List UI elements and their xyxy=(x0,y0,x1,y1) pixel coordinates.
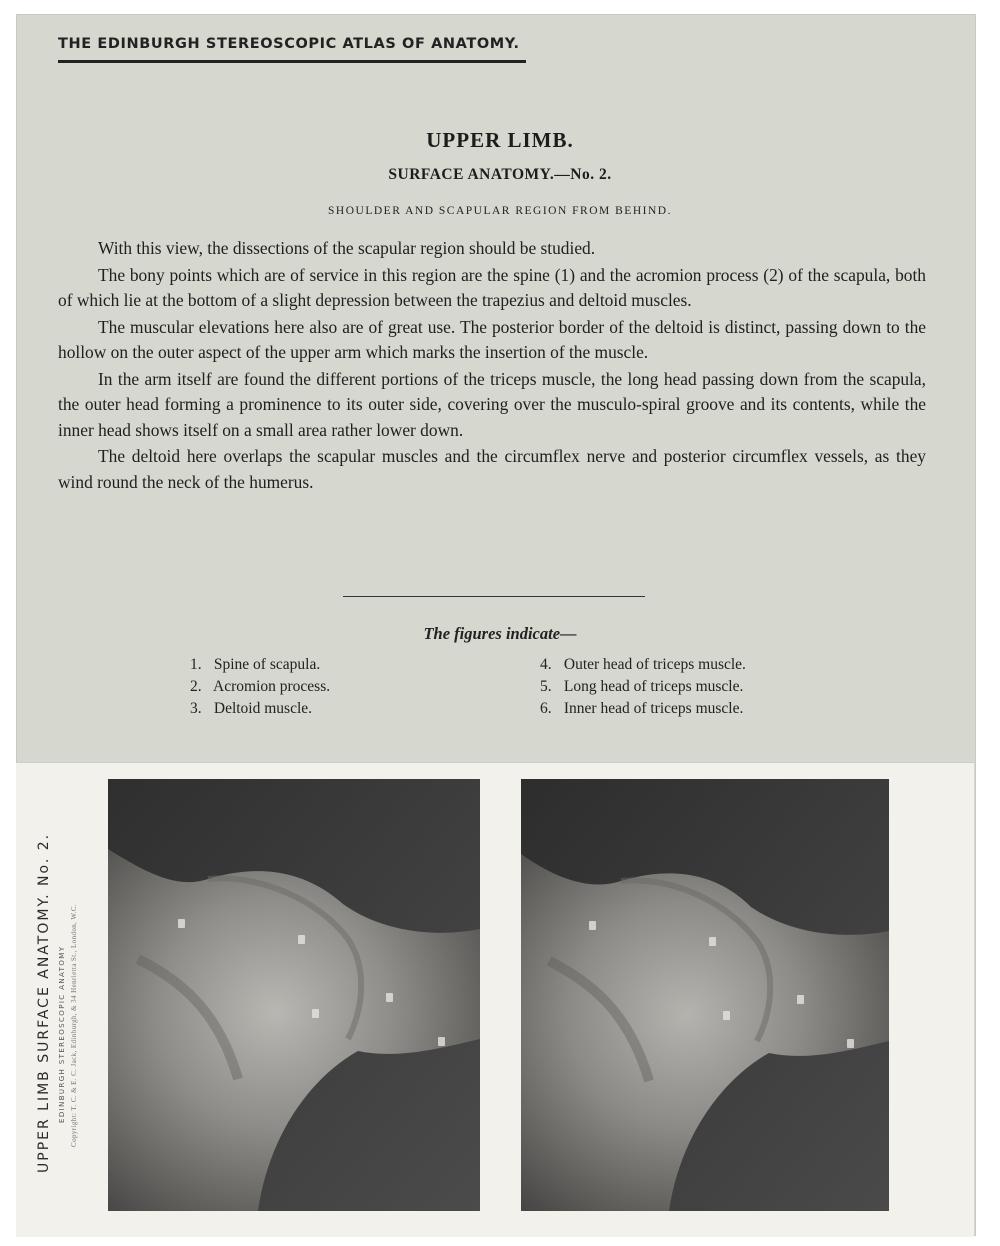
legend-left-column xyxy=(190,654,330,720)
legend-number: 1. xyxy=(190,656,202,673)
figure-marker xyxy=(312,1009,319,1018)
shoulder-photo-left xyxy=(108,779,480,1211)
legend-item xyxy=(190,676,330,698)
plate-subtitle: SURFACE ANATOMY.—No. 2. xyxy=(388,166,612,183)
figures-heading: The figures indicate— xyxy=(423,624,577,643)
legend-number: 3. xyxy=(190,700,202,717)
description-text xyxy=(58,236,926,496)
shoulder-photo-right xyxy=(521,779,889,1211)
stereo-photo-right xyxy=(521,779,889,1211)
paragraph: In the arm itself are found the different portions of the triceps muscle, the long head passing down from the scapula, the outer head forming a prominence to its outer side, covering over the musculo-spiral groove and its contents, while the inner head shows itself on a small area rather lower down. xyxy=(58,368,926,440)
legend-label: Inner head of triceps muscle. xyxy=(563,700,744,717)
divider xyxy=(343,596,645,597)
figure-marker xyxy=(797,995,804,1004)
stereo-copyright-line: Copyright: T. C. & E. C. Jack, Edinburgh, & 34 Henrietta St., London, W.C. xyxy=(70,903,78,1147)
paragraph: The muscular elevations here also are of great use. The posterior border of the deltoid is distinct, passing down to the hollow on the outer aspect of the upper arm which marks the insertion of the muscle. xyxy=(58,316,926,362)
legend-item xyxy=(540,698,746,720)
legend-label: Spine of scapula. xyxy=(213,656,321,673)
figure-marker xyxy=(589,921,596,930)
legend-label: Deltoid muscle. xyxy=(213,700,313,717)
legend-number: 4. xyxy=(540,656,552,673)
stereo-side-title: UPPER LIMB SURFACE ANATOMY. No. 2. xyxy=(36,832,52,1173)
series-header: THE EDINBURGH STEREOSCOPIC ATLAS OF ANATOMY. xyxy=(58,36,526,63)
paragraph: The bony points which are of service in this region are the spine (1) and the acromion process (2) of the scapula, both of which lie at the bottom of a slight depression between the trapezius and deltoid muscles. xyxy=(58,264,926,310)
figure-marker xyxy=(709,937,716,946)
legend-number: 2. xyxy=(190,678,202,695)
legend-item xyxy=(540,654,746,676)
legend-item xyxy=(190,654,330,676)
stereo-side-label xyxy=(16,763,104,1237)
plate-title: UPPER LIMB. xyxy=(426,128,574,152)
figure-marker xyxy=(438,1037,445,1046)
legend-item xyxy=(540,676,746,698)
paragraph: The deltoid here overlaps the scapular muscles and the circumflex nerve and posterior circumflex vessels, as they wind round the neck of the humerus. xyxy=(58,446,926,492)
figure-marker xyxy=(847,1039,854,1048)
legend-number: 5. xyxy=(540,678,552,695)
legend-label: Outer head of triceps muscle. xyxy=(563,656,746,673)
stereo-card xyxy=(16,762,974,1237)
stereo-photo-left xyxy=(108,779,480,1211)
legend-number: 6. xyxy=(540,700,552,717)
legend-label: Acromion process. xyxy=(213,678,331,695)
legend-right-column xyxy=(540,654,746,720)
stereo-publisher-line: EDINBURGH STEREOSCOPIC ANATOMY xyxy=(58,945,66,1123)
figure-marker xyxy=(723,1011,730,1020)
figure-marker xyxy=(386,993,393,1002)
legend-label: Long head of triceps muscle. xyxy=(563,678,744,695)
figure-marker xyxy=(178,919,185,928)
figure-marker xyxy=(298,935,305,944)
region-heading: SHOULDER AND SCAPULAR REGION FROM BEHIND. xyxy=(328,205,672,217)
paragraph: With this view, the dissections of the scapular region should be studied. xyxy=(98,238,596,258)
legend-item xyxy=(190,698,330,720)
